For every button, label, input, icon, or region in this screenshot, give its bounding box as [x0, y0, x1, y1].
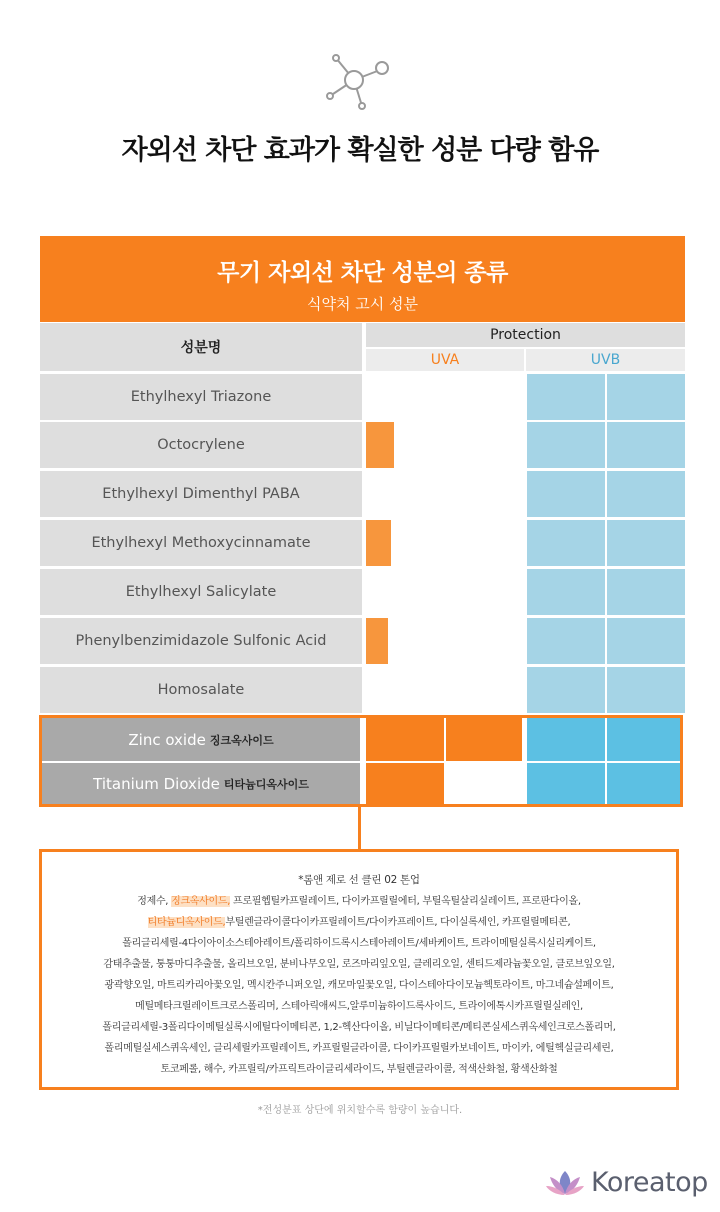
mineral-filter-name-en: Titanium Dioxide	[93, 775, 220, 793]
uvb-coverage-cell	[527, 374, 605, 420]
ingredients-text: 부틸렌글라이콜다이카프릴레이트/다이카프레이트, 다이실록세인, 카프릴릴메티콘,	[225, 917, 571, 928]
ingredients-title: *롬앤 제로 선 클린 02 톤업	[298, 874, 420, 886]
molecule-icon	[324, 50, 396, 110]
ingredient-name-cell: Homosalate	[40, 667, 362, 713]
uva-coverage-bar	[366, 520, 391, 566]
logo-text: Koreatop	[591, 1167, 708, 1198]
uvb-coverage-cell	[527, 569, 605, 615]
uvb-coverage-cell	[607, 618, 685, 664]
connector-line	[358, 807, 361, 850]
column-header-uva: UVA	[366, 349, 524, 371]
uvb-coverage-cell	[527, 618, 605, 664]
uvb-coverage-cell	[607, 374, 685, 420]
footnote: *전성분표 상단에 위치할수록 함량이 높습니다.	[257, 1105, 463, 1116]
page-headline: 자외선 차단 효과가 확실한 성분 다량 함유	[121, 135, 599, 166]
lotus-icon	[545, 1168, 585, 1198]
ingredients-line: 메틸메타크릴레이트크로스폴리머, 스테아릭애씨드,알루미늄하이드록사이드, 트라이에톡시카프릴릴실레인,	[135, 1001, 583, 1012]
ingredient-name-cell: Octocrylene	[40, 422, 362, 468]
uva-coverage-bar	[366, 618, 388, 664]
koreatop-logo	[545, 1167, 708, 1198]
ingredient-name-cell: Ethylhexyl Triazone	[40, 374, 362, 420]
uvb-coverage-cell	[607, 422, 685, 468]
uvb-coverage-cell	[607, 520, 685, 566]
uvb-coverage-cell	[527, 471, 605, 517]
uvb-coverage-cell	[527, 667, 605, 713]
ingredients-line: 감태추출물, 퉁퉁마디추출물, 올리브오일, 분비나무오일, 로즈마리잎오일, 클레리오일, 센티드제라늄꽃오일, 클로브잎오일,	[103, 959, 615, 970]
ingredients-line: 폴리글리세릴-4다이아이소스테아레이트/폴리하이드록시스테아레이트/세바케이트, 트라이메틸실록시실리케이트,	[122, 938, 596, 949]
ingredients-line	[60, 912, 658, 933]
uvb-coverage-cell	[527, 422, 605, 468]
zinc-oxide-highlight: 징크옥사이드,	[171, 896, 231, 907]
banner-title: 무기 자외선 차단 성분의 종류	[217, 260, 508, 286]
uvb-coverage-cell	[607, 471, 685, 517]
column-header-uvb: UVB	[526, 349, 685, 371]
ingredients-line: 토코페롤, 해수, 카프릴릭/카프릭트라이글리세라이드, 부틸렌글라이콜, 적색산화철, 황색산화철	[160, 1064, 558, 1075]
ingredients-text: 정제수,	[137, 896, 169, 907]
ingredient-name-cell: Ethylhexyl Methoxycinnamate	[40, 520, 362, 566]
ingredients-line	[60, 891, 658, 912]
mineral-filter-name-ko: 징크옥사이드	[209, 733, 274, 747]
uvb-coverage-cell	[527, 520, 605, 566]
ingredient-name-cell: Phenylbenzimidazole Sulfonic Acid	[40, 618, 362, 664]
uvb-coverage-cell	[607, 569, 685, 615]
mineral-filters-highlight-box	[39, 715, 683, 807]
uva-coverage-bar	[366, 422, 394, 468]
ingredients-line: 폴리메틸실세스퀴옥세인, 글리세릴카프릴레이트, 카프릴릴글라이콜, 다이카프릴릴카보네이트, 마이카, 에틸헥실글리세린,	[104, 1043, 614, 1054]
mineral-filter-name-ko: 티타늄디옥사이드	[223, 778, 309, 791]
uvb-coverage-cell	[607, 667, 685, 713]
ingredients-box	[39, 849, 679, 1090]
column-header-protection: Protection	[366, 323, 685, 347]
mineral-filter-name-en: Zinc oxide	[128, 730, 206, 749]
column-header-name: 성분명	[40, 323, 362, 371]
ingredients-line: 폴리글리세릴-3폴리다이메틸실록시에틸다이메티콘, 1,2-헥산다이올, 비닐다이메티콘/메티콘실세스퀴옥세인크로스폴리머,	[102, 1022, 616, 1033]
table-banner	[40, 236, 685, 322]
ingredient-name-cell: Ethylhexyl Salicylate	[40, 569, 362, 615]
titanium-dioxide-highlight: 티타늄디옥사이드,	[147, 917, 226, 928]
ingredient-name-cell: Ethylhexyl Dimenthyl PABA	[40, 471, 362, 517]
ingredients-line: 광곽향오일, 마트리카리아꽃오일, 멕시칸주니퍼오일, 캐모마일꽃오일, 다이스테아다이모늄헥토라이트, 마그네슘설페이트,	[104, 980, 614, 991]
ingredients-text: 프로필헵틸카프릴레이트, 다이카프릴릴에터, 부틸옥틸살리실레이트, 프로판다이올,	[233, 896, 581, 907]
banner-subtitle: 식약처 고시 성분	[307, 295, 418, 313]
